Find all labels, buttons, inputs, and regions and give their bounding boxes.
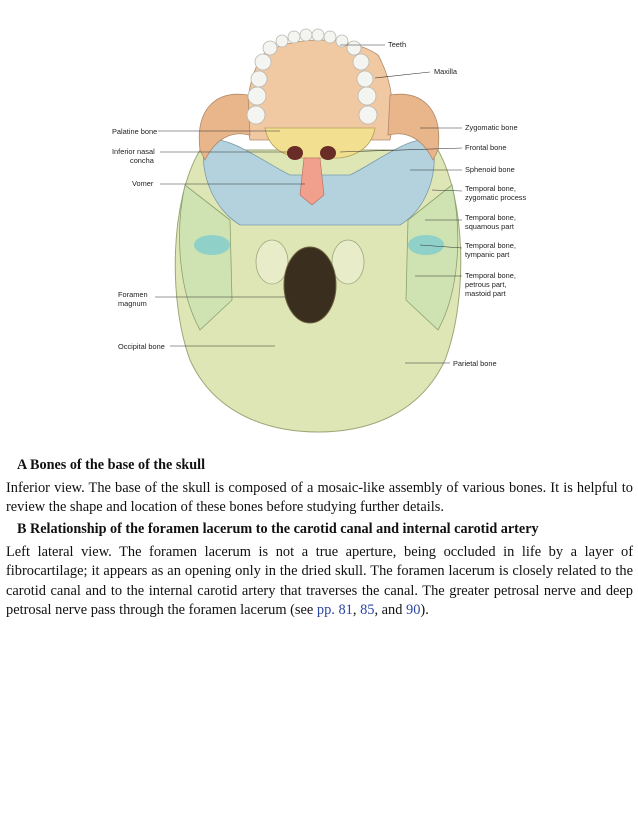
page-link-81[interactable]: pp. 81 bbox=[316, 601, 353, 618]
separator-2: , and bbox=[374, 601, 407, 618]
label-inferior-nasal-1: Inferior nasal bbox=[112, 147, 155, 156]
choana-right bbox=[320, 146, 336, 160]
choana-left bbox=[287, 146, 303, 160]
label-foramen-magnum-2: magnum bbox=[118, 299, 147, 308]
caption-b: B Relationship of the foramen lacerum to the carotid canal and internal carotid artery bbox=[17, 521, 539, 537]
vomer-bone bbox=[300, 158, 324, 205]
separator-1: , bbox=[352, 601, 361, 618]
caption-a: A Bones of the base of the skull bbox=[17, 457, 206, 473]
label-temporal-petrous-3: mastoid part bbox=[465, 289, 506, 298]
label-inferior-nasal-2: concha bbox=[130, 156, 154, 165]
label-temporal-petrous-1: Temporal bone, bbox=[465, 271, 516, 280]
label-temporal-zygomatic-1: Temporal bone, bbox=[465, 184, 516, 193]
paragraph-b-text: Left lateral view. The foramen lacerum is not a true aperture, being occluded in life by a layer of fibrocartilage; it appears as an opening only in the dried skull. The foramen lacerum is closely related to the carotid canal and to the internal carotid artery that traverses the canal. The greater petrosal nerve and deep petrosal nerve pass through the foramen lacerum (see bbox=[6, 544, 633, 618]
occipital-condyle-left bbox=[256, 240, 288, 284]
label-zygomatic-bone: Zygomatic bone bbox=[465, 123, 518, 132]
label-palatine-bone: Palatine bone bbox=[112, 127, 158, 136]
occipital-condyle-right bbox=[332, 240, 364, 284]
label-temporal-zygomatic-2: zygomatic process bbox=[465, 193, 527, 202]
label-temporal-squamous-2: squamous part bbox=[465, 222, 514, 231]
label-temporal-squamous-1: Temporal bone, bbox=[465, 213, 516, 222]
label-temporal-tympanic-1: Temporal bone, bbox=[465, 241, 516, 250]
paragraph-a: Inferior view. The base of the skull is composed of a mosaic-like assembly of various bones. It is helpful to review the shape and location of these bones before studying further details. bbox=[6, 480, 633, 516]
page-link-90[interactable]: 90 bbox=[406, 601, 421, 618]
label-temporal-petrous-2: petrous part, bbox=[465, 280, 507, 289]
label-parietal-bone: Parietal bone bbox=[453, 359, 497, 368]
paragraph-b-end: ). bbox=[420, 601, 429, 618]
page-link-85[interactable]: 85 bbox=[360, 601, 375, 618]
label-maxilla: Maxilla bbox=[434, 67, 457, 76]
paragraph-b bbox=[6, 543, 633, 620]
label-occipital-bone: Occipital bone bbox=[118, 342, 165, 351]
label-foramen-magnum-1: Foramen bbox=[118, 290, 148, 299]
label-sphenoid-bone: Sphenoid bone bbox=[465, 165, 515, 174]
label-temporal-tympanic-2: tympanic part bbox=[465, 250, 510, 259]
label-teeth: Teeth bbox=[388, 40, 407, 49]
label-frontal-bone: Frontal bone bbox=[465, 143, 507, 152]
foramen-magnum bbox=[284, 247, 336, 323]
tympanic-part-left bbox=[194, 235, 230, 255]
tympanic-part-right bbox=[408, 235, 444, 255]
label-vomer: Vomer bbox=[132, 179, 154, 188]
